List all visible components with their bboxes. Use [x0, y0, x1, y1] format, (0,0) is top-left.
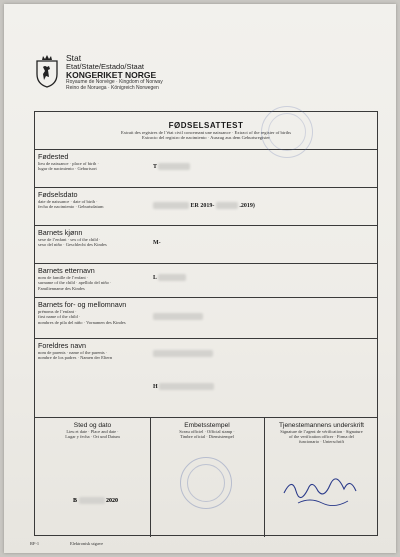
field-sublabel: nombres de pila del niño · Vornamen des Kindes [38, 319, 126, 325]
official-stamp-sublabel: Timbre oficial · Dienststempel [180, 434, 234, 439]
header-line-1: Stat [66, 53, 82, 63]
redaction-blur [153, 313, 203, 320]
place-date-value [73, 497, 118, 504]
field-row-parents [35, 338, 377, 418]
certificate-frame [34, 111, 378, 536]
coat-of-arms-icon [34, 54, 60, 88]
field-sublabel: date de naissance · date of birth · [38, 199, 98, 204]
field-value [153, 313, 203, 320]
signature-sublabel: funcionario · Unterschrift [298, 439, 345, 444]
title-block [35, 112, 377, 150]
field-sublabel: sexo del niño · Geschlecht des Kindes [38, 242, 107, 248]
field-value [153, 383, 214, 390]
redaction-blur [216, 202, 238, 209]
document-title: FØDSELSATTEST [168, 121, 244, 130]
value-text: L [153, 274, 157, 281]
header-line-5: Reino de Noruega · Königreich Norwegen [66, 84, 159, 91]
value-text: .2019) [239, 202, 255, 209]
field-sublabel: lugar de nacimiento · Geburtsort [38, 166, 97, 172]
redaction-blur [159, 383, 214, 390]
field-sublabel: fecha de nacimiento · Geburtsdatum [38, 204, 104, 210]
field-label: Fødselsdato [38, 190, 78, 199]
field-label: Barnets for- og mellomnavn [38, 300, 127, 309]
value-text: T [153, 163, 157, 170]
field-value [153, 163, 190, 170]
field-sublabel: first name of the child · [38, 314, 81, 320]
handwritten-signature-icon [278, 469, 368, 509]
value-text: 2020 [106, 497, 119, 504]
place-date-column [35, 417, 151, 537]
field-sublabel: lieu de naissance · place of birth · [38, 161, 99, 166]
field-sublabel: sexe de l’enfant · sex of the child · [38, 237, 101, 242]
signature-column [264, 417, 379, 537]
header-line-2: Etat/State/Estado/Staat [66, 62, 144, 71]
field-sublabel: prénoms de l’enfant · [38, 309, 77, 314]
value-text: H [153, 383, 158, 390]
value-text: ER 2019- [190, 202, 215, 209]
official-stamp-sublabel: Sceau officiel · Official stamp · [179, 429, 235, 434]
footer-signatures [35, 417, 377, 537]
redaction-blur [79, 497, 105, 504]
field-label: Barnets kjønn [38, 228, 83, 237]
redaction-blur [158, 163, 190, 170]
official-stamp-heading: Embetsstempel [184, 422, 230, 429]
field-row-sex [35, 225, 377, 264]
official-stamp-icon [180, 457, 232, 509]
field-row-first-names [35, 297, 377, 339]
issuer-header [34, 54, 234, 104]
signature-sublabel: Signature de l’agent de vérification · Signature [280, 429, 363, 434]
field-label: Barnets etternavn [38, 266, 95, 275]
certificate-page [4, 4, 396, 553]
field-row-surname [35, 263, 377, 298]
field-value [153, 274, 186, 281]
field-sublabel: nombre de los padres · Namen der Eltern [38, 355, 113, 361]
field-value: M- [153, 240, 161, 246]
field-sublabel: Familienname des Kindes [38, 285, 85, 291]
field-value [153, 202, 255, 209]
signature-heading: Tjenestemannens underskrift [278, 422, 365, 429]
redaction-blur [153, 202, 189, 209]
edition-label: Elektronisk utgave [70, 541, 104, 546]
redaction-blur [153, 350, 213, 357]
redaction-blur [158, 274, 186, 281]
header-line-4: Royaume de Norvège · Kingdom of Norway [66, 79, 163, 85]
field-row-date-of-birth [35, 187, 377, 226]
official-stamp-column [150, 417, 265, 537]
field-label: Fødested [38, 152, 69, 161]
signature-sublabel: of the verification officer · Firma del [289, 434, 354, 439]
place-date-sublabel: Lugar y fecha · Ort und Datum [65, 434, 120, 439]
place-date-sublabel: Lieu et date · Place and date · [66, 429, 119, 434]
value-text: B [73, 497, 78, 504]
field-sublabel: nom de famille de l’enfant · [38, 275, 89, 280]
field-row-place-of-birth [35, 149, 377, 188]
form-code: RF-1 [30, 541, 40, 546]
field-value-redacted [153, 350, 213, 357]
field-sublabel: surname of the child · apellido del niño · [38, 280, 112, 286]
title-subtitle-1: Extrait des registres de l’état civil concernant une naissance · Extract of the register of births [120, 130, 292, 135]
field-label: Foreldres navn [38, 341, 86, 350]
field-sublabel: nom de parents · name of the parents · [38, 350, 108, 355]
header-country: KONGERIKET NORGE [66, 70, 157, 80]
title-subtitle-2: Extracto del registro de nacimiento · Auszug aus dem Geburtsregister [142, 135, 270, 141]
place-date-heading: Sted og dato [73, 422, 112, 429]
